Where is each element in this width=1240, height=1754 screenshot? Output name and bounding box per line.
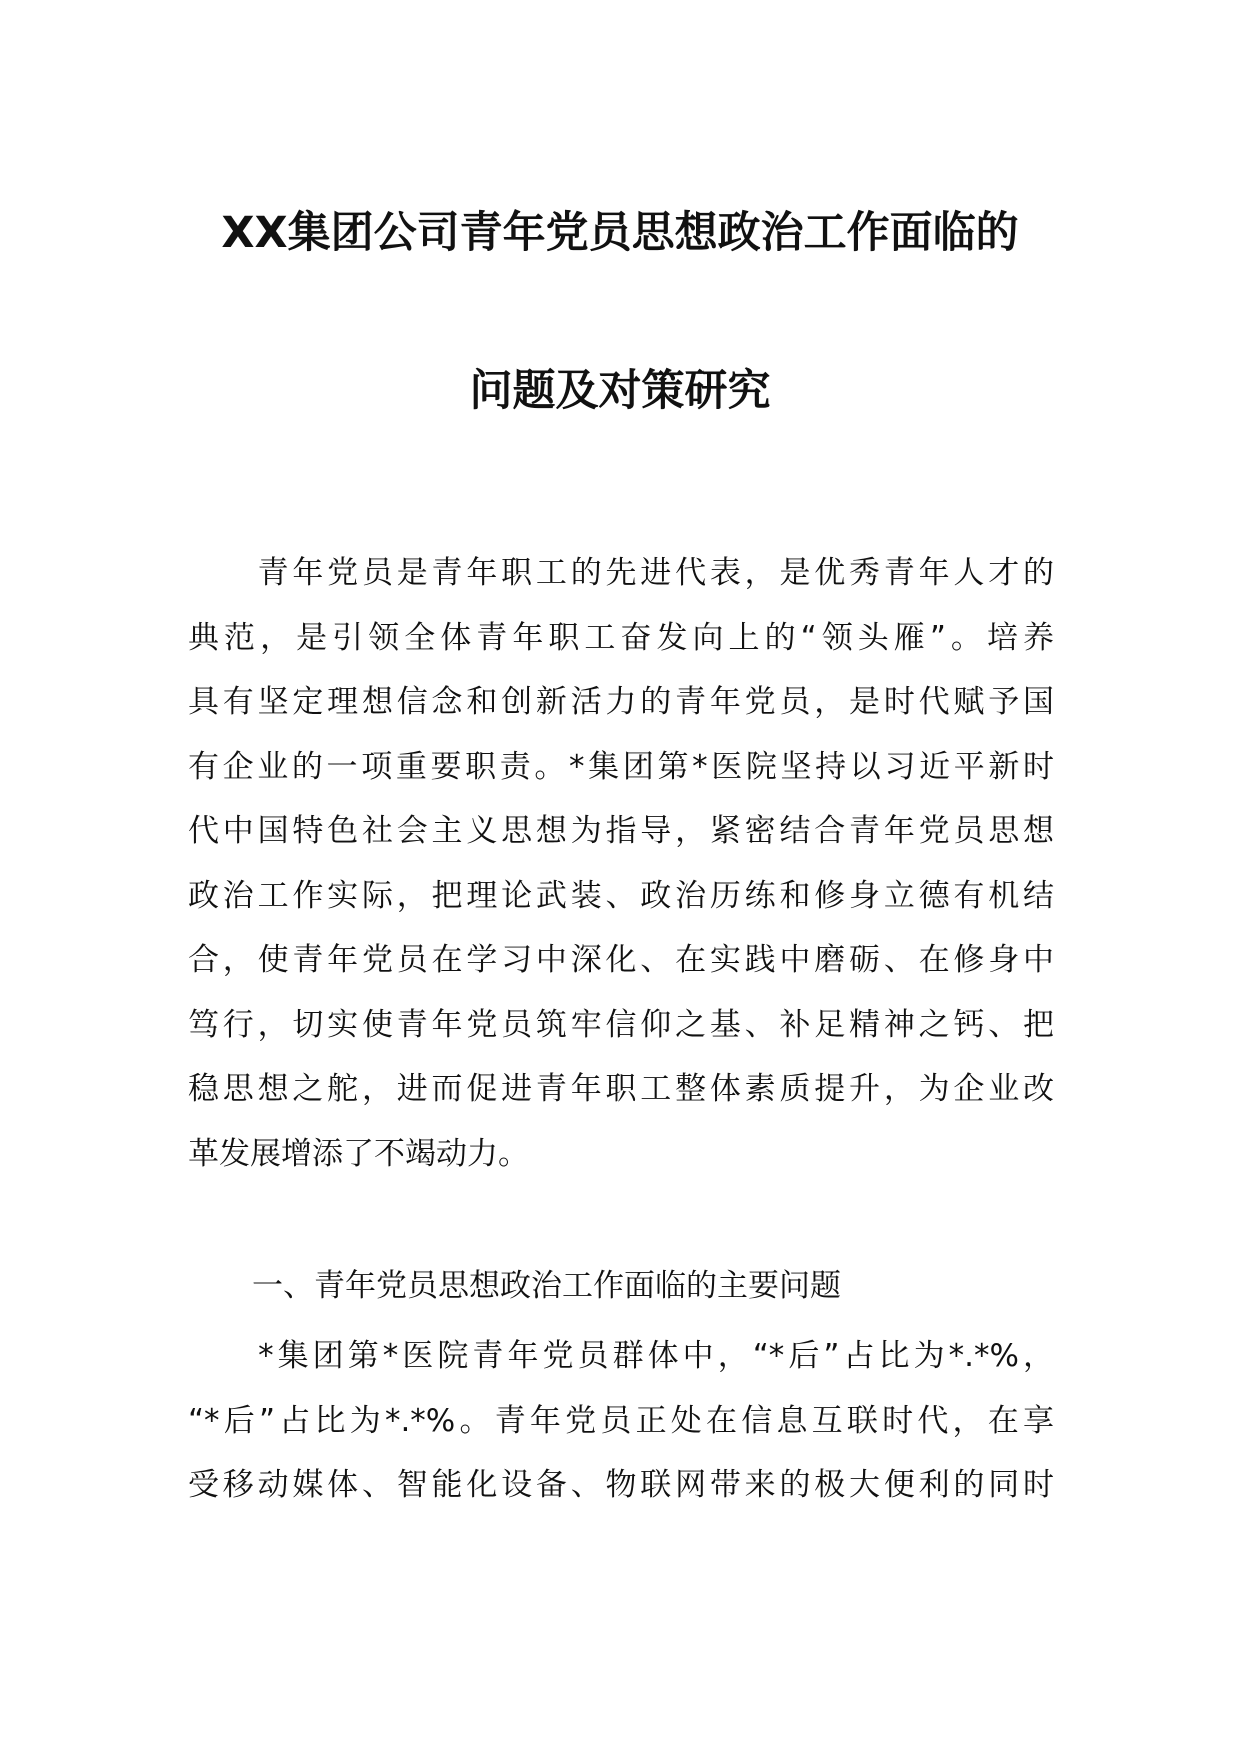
paragraph-line: 具有坚定理想信念和创新活力的青年党员，是时代赋予国 (188, 684, 1054, 720)
title-line-2: 问题及对策研究 (469, 366, 771, 416)
paragraph-line: *集团第*医院青年党员群体中，“*后”占比为*.*%， (188, 1338, 1054, 1374)
paragraph-line: 合，使青年党员在学习中深化、在实践中磨砺、在修身中 (188, 942, 1054, 978)
paragraph-line: 革发展增添了不竭动力。 (188, 1135, 529, 1172)
title-line-1: XX集团公司青年党员思想政治工作面临的 (221, 208, 1019, 258)
paragraph-line: 代中国特色社会主义思想为指导，紧密结合青年党员思想 (188, 813, 1054, 849)
paragraph-line: 受移动媒体、智能化设备、物联网带来的极大便利的同时 (188, 1467, 1054, 1503)
paragraph-line: 典范，是引领全体青年职工奋发向上的“领头雁”。培养 (188, 619, 1054, 656)
paragraph-line: 稳思想之舵，进而促进青年职工整体素质提升，为企业改 (188, 1071, 1054, 1107)
section-heading: 一、青年党员思想政治工作面临的主要问题 (252, 1268, 841, 1304)
paragraph-line: “*后”占比为*.*%。青年党员正处在信息互联时代，在享 (188, 1402, 1054, 1439)
paragraph-line: 笃行，切实使青年党员筑牢信仰之基、补足精神之钙、把 (188, 1006, 1054, 1043)
paragraph-line: 政治工作实际，把理论武装、政治历练和修身立德有机结 (188, 877, 1054, 914)
paragraph-line: 青年党员是青年职工的先进代表，是优秀青年人才的 (188, 555, 1054, 591)
paragraph-line: 有企业的一项重要职责。*集团第*医院坚持以习近平新时 (188, 748, 1054, 785)
